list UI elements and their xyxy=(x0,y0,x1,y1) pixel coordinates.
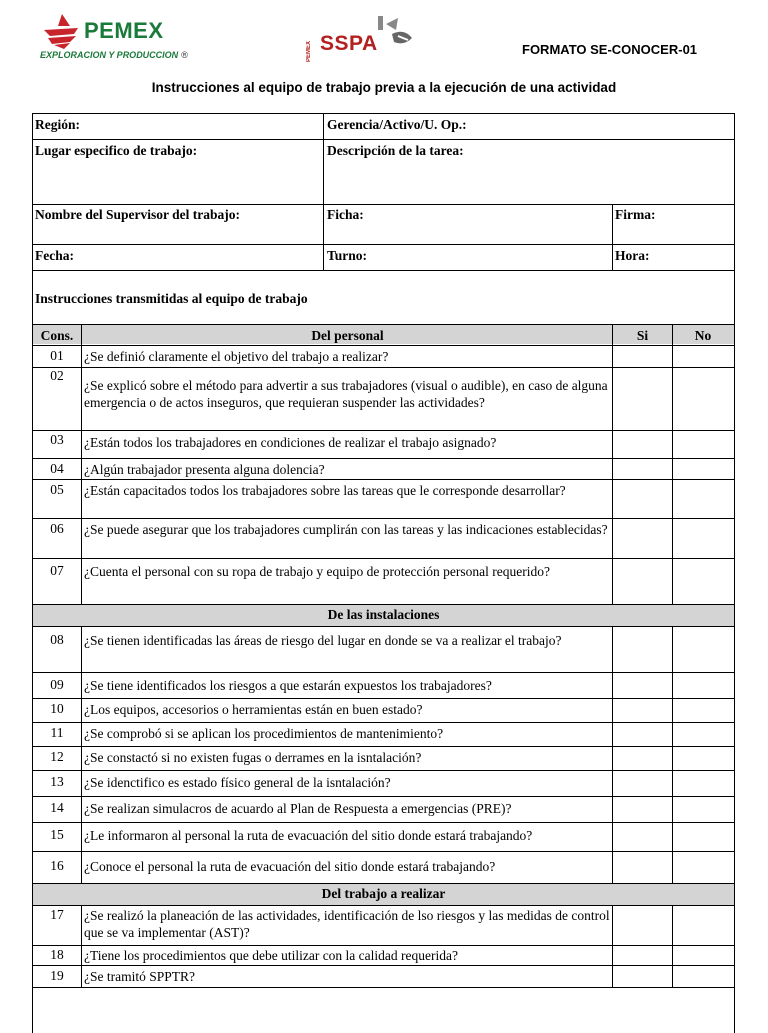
row-number: 10 xyxy=(50,701,64,716)
row-number: 15 xyxy=(50,827,64,842)
answer-no-cell[interactable] xyxy=(673,430,734,458)
answer-si-cell[interactable] xyxy=(613,965,672,987)
row-question: ¿Están capacitados todos los trabajadores sobre las tareas que le corresponde desarrollar? xyxy=(84,483,566,498)
divider xyxy=(612,204,613,270)
answer-si-cell[interactable] xyxy=(613,822,672,851)
answer-si-cell[interactable] xyxy=(613,558,672,604)
row-number: 09 xyxy=(50,677,64,692)
divider xyxy=(323,113,324,270)
col-personal-header: Del personal xyxy=(311,328,384,343)
answer-no-cell[interactable] xyxy=(673,965,734,987)
frame-left xyxy=(32,987,33,1027)
table-column-divider xyxy=(81,905,82,987)
row-question: ¿Se puede asegurar que los trabajadores cumplirán con las tareas y las indicaciones establecidas? xyxy=(84,522,608,537)
divider xyxy=(32,139,735,140)
row-number: 03 xyxy=(50,432,64,447)
gerencia-label: Gerencia/Activo/U. Op.: xyxy=(327,117,467,132)
row-question: ¿Algún trabajador presenta alguna dolencia? xyxy=(84,462,325,477)
pemex-logo xyxy=(40,12,190,66)
row-question: ¿Conoce el personal la ruta de evacuación del sitio donde estará trabajando? xyxy=(84,859,496,874)
row-question: ¿Se constactó si no existen fugas o derrames en la isntalación? xyxy=(84,750,422,765)
answer-no-cell[interactable] xyxy=(673,851,734,883)
row-number: 13 xyxy=(50,774,64,789)
answer-si-cell[interactable] xyxy=(613,746,672,770)
answer-si-cell[interactable] xyxy=(613,722,672,746)
format-code: FORMATO SE-CONOCER-01 xyxy=(522,42,698,57)
divider xyxy=(32,270,735,271)
answer-si-cell[interactable] xyxy=(613,905,672,945)
answer-no-cell[interactable] xyxy=(673,746,734,770)
answer-no-cell[interactable] xyxy=(673,458,734,479)
row-number: 19 xyxy=(50,968,64,983)
sspa-logo xyxy=(306,14,426,66)
row-question: ¿Se idenctifico es estado físico general de la isntalación? xyxy=(84,775,391,790)
pemex-wordmark: PEMEX xyxy=(84,18,164,43)
row-number: 14 xyxy=(50,800,64,815)
answer-no-cell[interactable] xyxy=(673,479,734,518)
answer-si-cell[interactable] xyxy=(613,626,672,672)
col-no-header: No xyxy=(694,328,712,343)
lugar-label: Lugar especifico de trabajo: xyxy=(35,143,198,158)
answer-si-cell[interactable] xyxy=(613,479,672,518)
row-number: 05 xyxy=(50,482,64,497)
table-divider xyxy=(32,987,735,988)
divider xyxy=(32,204,735,205)
row-question: ¿Se tienen identificadas las áreas de riesgo del lugar en donde se va a realizar el trabajo? xyxy=(84,633,562,648)
col-cons-header: Cons. xyxy=(40,328,74,343)
answer-no-cell[interactable] xyxy=(673,367,734,430)
answer-si-cell[interactable] xyxy=(613,345,672,367)
row-question: ¿Tiene los procedimientos que debe utilizar con la calidad requerida? xyxy=(84,948,458,963)
divider xyxy=(32,244,735,245)
ficha-label: Ficha: xyxy=(327,207,364,222)
row-number: 11 xyxy=(50,725,64,740)
pemex-eagle-icon xyxy=(40,12,82,50)
answer-no-cell[interactable] xyxy=(673,770,734,796)
row-number: 08 xyxy=(50,632,64,647)
answer-si-cell[interactable] xyxy=(613,945,672,965)
sspa-wordmark: SSPA xyxy=(320,32,378,55)
answer-no-cell[interactable] xyxy=(673,905,734,945)
pemex-subtitle: EXPLORACION Y PRODUCCION ® xyxy=(40,50,188,60)
answer-no-cell[interactable] xyxy=(673,722,734,746)
fecha-label: Fecha: xyxy=(35,248,74,263)
answer-no-cell[interactable] xyxy=(673,345,734,367)
document-title: Instrucciones al equipo de trabajo previa a la ejecución de una actividad xyxy=(151,80,617,95)
row-number: 17 xyxy=(50,907,64,922)
answer-no-cell[interactable] xyxy=(673,518,734,558)
row-number: 04 xyxy=(50,461,64,476)
answer-si-cell[interactable] xyxy=(613,770,672,796)
answer-si-cell[interactable] xyxy=(613,458,672,479)
answer-si-cell[interactable] xyxy=(613,430,672,458)
instructions-heading: Instrucciones transmitidas al equipo de trabajo xyxy=(35,291,308,306)
col-si-header: Si xyxy=(636,328,649,343)
answer-no-cell[interactable] xyxy=(673,626,734,672)
row-number: 02 xyxy=(50,368,64,383)
region-label: Región: xyxy=(35,117,80,132)
answer-si-cell[interactable] xyxy=(613,851,672,883)
answer-si-cell[interactable] xyxy=(613,698,672,722)
answer-no-cell[interactable] xyxy=(673,796,734,822)
row-question: ¿Se realizan simulacros de acuardo al Plan de Respuesta a emergencias (PRE)? xyxy=(84,801,512,816)
answer-si-cell[interactable] xyxy=(613,796,672,822)
row-question: ¿Se definió claramente el objetivo del trabajo a realizar? xyxy=(84,349,389,364)
answer-no-cell[interactable] xyxy=(673,558,734,604)
supervisor-label: Nombre del Supervisor del trabajo: xyxy=(35,207,240,222)
row-question: ¿Le informaron al personal la ruta de evacuación del sitio donde estará trabajando? xyxy=(84,828,533,843)
answer-si-cell[interactable] xyxy=(613,672,672,698)
row-question: ¿Se explicó sobre el método para advertir a sus trabajadores (visual o audible), en caso de alguna emergencia o de actos inseguros, que requieran suspender las actividades? xyxy=(84,378,608,410)
firma-label: Firma: xyxy=(615,207,656,222)
table-top-border xyxy=(32,324,735,325)
row-number: 01 xyxy=(50,348,64,363)
table-column-divider xyxy=(81,626,82,883)
row-question: ¿Están todos los trabajadores en condiciones de realizar el trabajo asignado? xyxy=(84,435,497,450)
answer-no-cell[interactable] xyxy=(673,698,734,722)
answer-si-cell[interactable] xyxy=(613,518,672,558)
answer-no-cell[interactable] xyxy=(673,672,734,698)
row-number: 18 xyxy=(50,947,64,962)
hora-label: Hora: xyxy=(615,248,650,263)
section-instalaciones: De las instalaciones xyxy=(327,607,440,622)
row-number: 12 xyxy=(50,749,64,764)
row-question: ¿Se tramitó SPPTR? xyxy=(84,969,195,984)
answer-si-cell[interactable] xyxy=(613,367,672,430)
row-number: 07 xyxy=(50,563,64,578)
answer-no-cell[interactable] xyxy=(673,945,734,965)
row-question: ¿Se comprobó si se aplican los procedimientos de mantenimiento? xyxy=(84,726,444,741)
sspa-emblem-icon xyxy=(374,14,418,54)
row-number: 06 xyxy=(50,521,64,536)
answer-no-cell[interactable] xyxy=(673,822,734,851)
row-question: ¿Se tiene identificados los riesgos a que estarán expuestos los trabajadores? xyxy=(84,678,492,693)
descripcion-label: Descripción de la tarea: xyxy=(327,143,464,158)
row-number: 16 xyxy=(50,858,64,873)
frame-right xyxy=(734,987,735,1027)
row-question: ¿Cuenta el personal con su ropa de trabajo y equipo de protección personal requerido? xyxy=(84,564,550,579)
row-question: ¿Los equipos, accesorios o herramientas están en buen estado? xyxy=(84,702,423,717)
table-divider xyxy=(32,604,735,605)
turno-label: Turno: xyxy=(327,248,368,263)
row-question: ¿Se realizó la planeación de las actividades, identificación de lso riesgos y las medidas de control que se va implementar (AST)? xyxy=(84,908,610,940)
sspa-side-text: PEMEX xyxy=(306,40,312,62)
section-trabajo: Del trabajo a realizar xyxy=(321,886,446,901)
table-divider xyxy=(32,883,735,884)
table-column-divider xyxy=(81,324,82,604)
